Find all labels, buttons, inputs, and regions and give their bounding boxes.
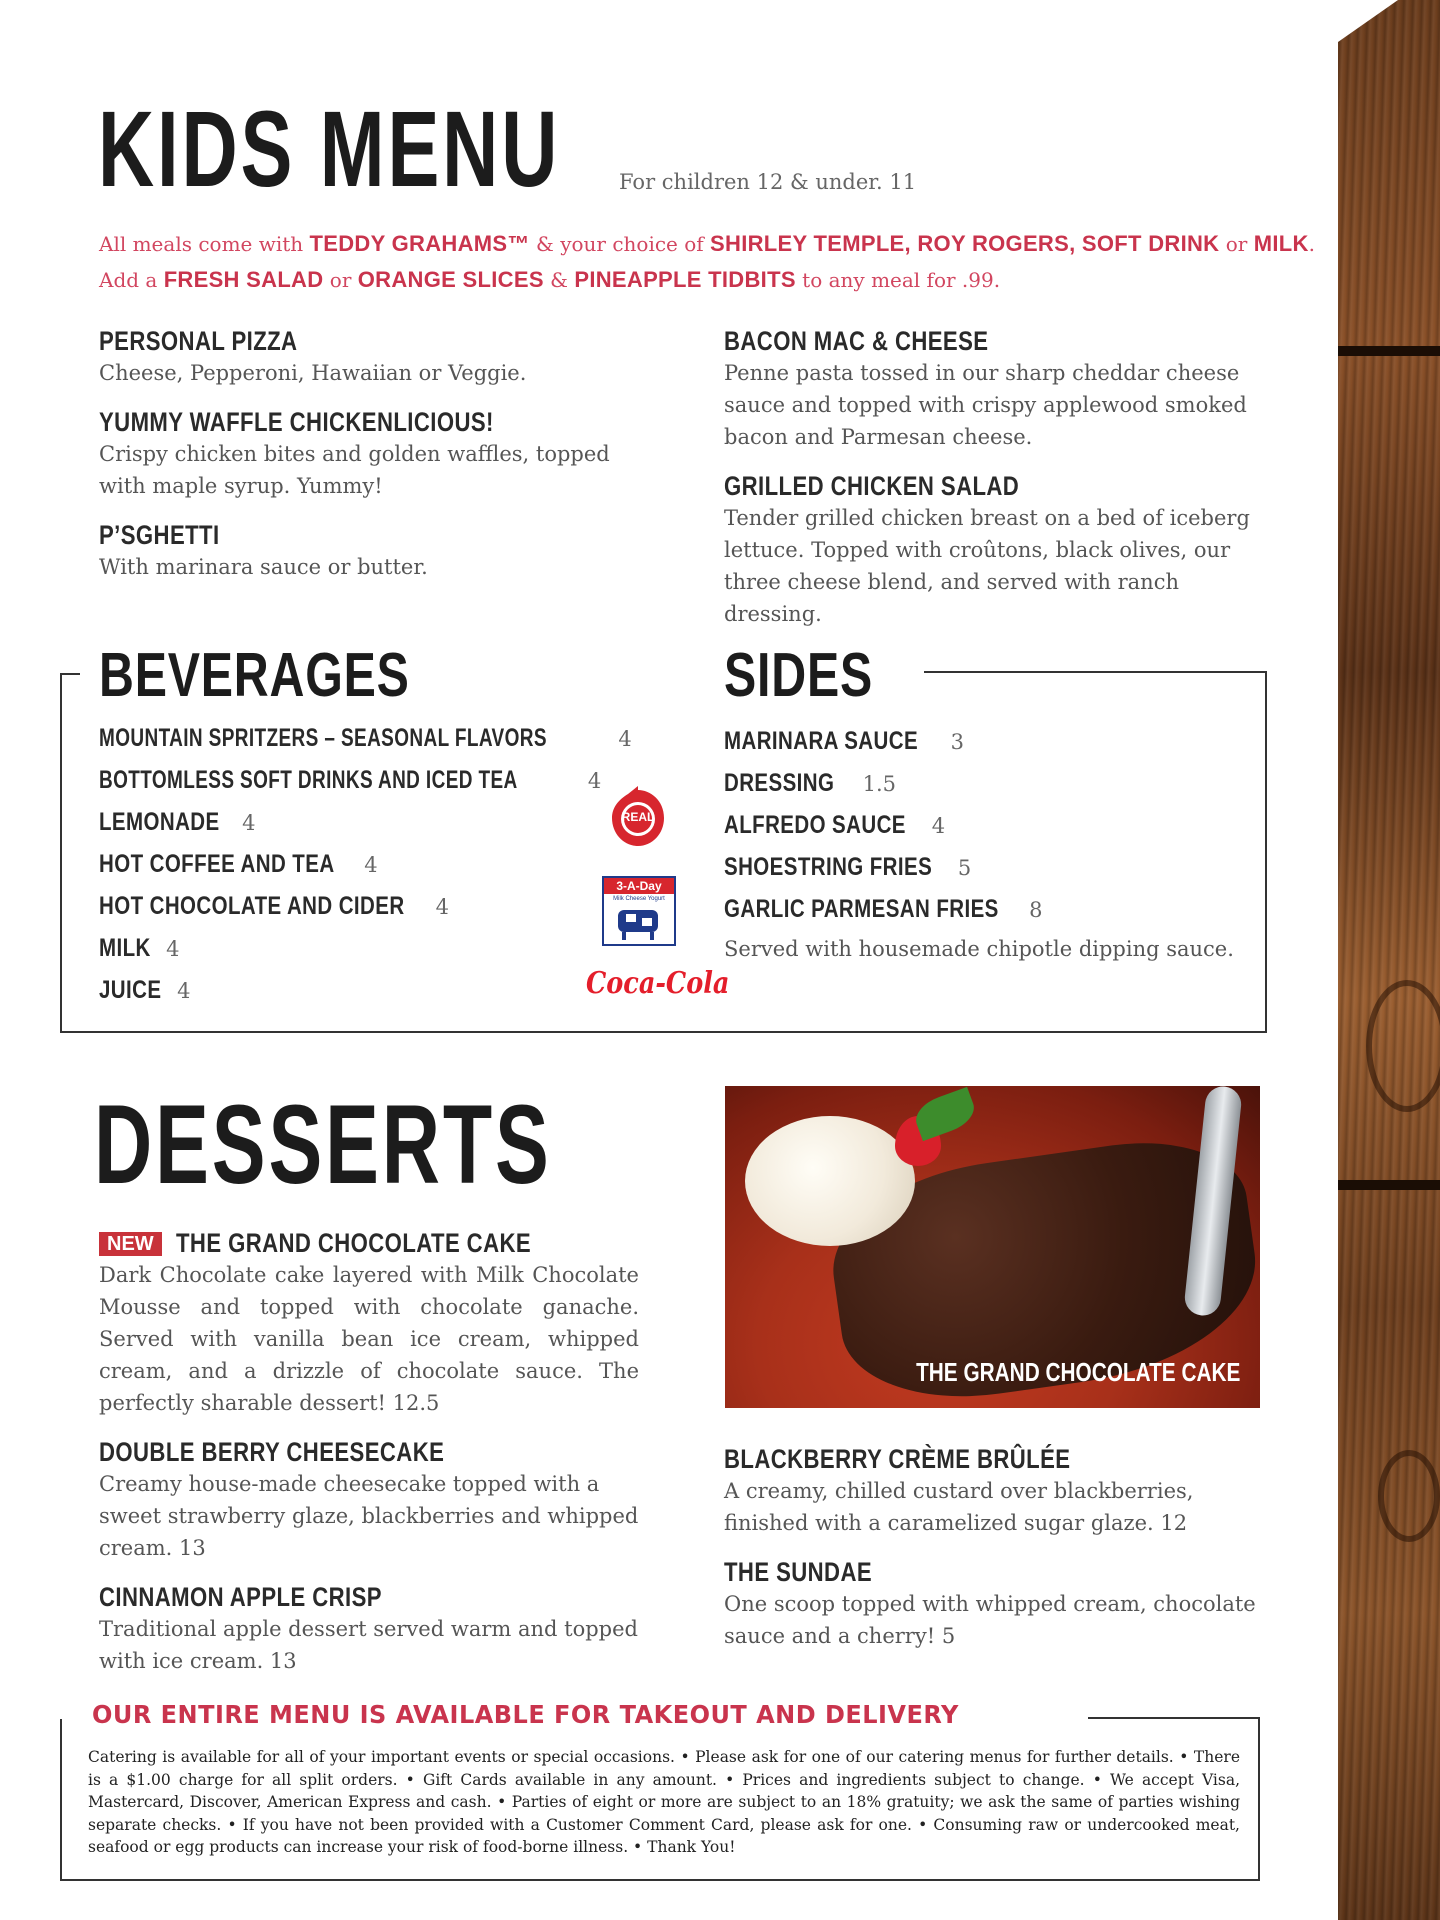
item-description: Tender grilled chicken breast on a bed of iceberg lettuce. Topped with croûtons, black olives, our three cheese blend, and served with ranch dressing.	[724, 506, 1250, 626]
ice-cream-scoop	[745, 1116, 915, 1246]
item-name: MARINARA SAUCE	[724, 727, 919, 755]
real-seal-logo	[606, 786, 670, 850]
desserts-title: DESSERTS	[94, 1082, 552, 1207]
list-item	[724, 853, 1264, 895]
intro-text: All meals come with	[99, 232, 310, 256]
intro-highlight: SHIRLEY TEMPLE, ROY ROGERS, SOFT DRINK	[710, 231, 1220, 256]
list-item	[99, 766, 619, 808]
item-name: GARLIC PARMESAN FRIES	[724, 895, 999, 923]
item-description: One scoop topped with whipped cream, chocolate sauce and a cherry! 5	[724, 1592, 1256, 1648]
menu-item	[724, 326, 1264, 453]
list-item	[99, 934, 619, 976]
item-name: P’SGHETTI	[99, 520, 220, 550]
box-border-right	[1265, 671, 1267, 1033]
cow-icon	[604, 904, 674, 942]
list-item	[724, 895, 1264, 937]
sides-note: Served with housemade chipotle dipping sauce.	[724, 937, 1234, 961]
sides-header	[724, 640, 915, 711]
menu-item	[724, 1444, 1264, 1539]
item-name: GRILLED CHICKEN SALAD	[724, 471, 1020, 501]
item-price: 4	[587, 769, 602, 793]
item-name: DOUBLE BERRY CHEESECAKE	[99, 1437, 445, 1467]
mint-leaf	[911, 1087, 980, 1141]
three-a-day-logo	[602, 876, 676, 946]
intro-text: & your choice of	[529, 232, 711, 256]
box-border-top-right	[924, 671, 1267, 673]
kids-intro	[99, 226, 1339, 298]
three-a-day-text: 3-A-Day	[604, 878, 674, 894]
beverages-header	[99, 640, 497, 711]
wood-side-panel	[1338, 0, 1440, 1920]
item-price: 4	[364, 853, 378, 877]
item-name: LEMONADE	[99, 808, 220, 836]
photo-caption: THE GRAND CHOCOLATE CAKE	[915, 1357, 1240, 1387]
intro-text: to any meal for .99.	[795, 268, 1001, 292]
desserts-left	[99, 1228, 639, 1677]
menu-item	[99, 1582, 639, 1677]
item-name: BLACKBERRY CRÈME BRÛLÉE	[724, 1444, 1071, 1474]
three-a-day-subtext: Milk Cheese Yogurt	[613, 896, 665, 902]
list-item	[724, 811, 1264, 853]
list-item	[99, 892, 619, 934]
grand-chocolate-cake-photo	[725, 1086, 1260, 1408]
item-name: THE GRAND CHOCOLATE CAKE	[175, 1228, 531, 1258]
coca-cola-logo: Coca-Cola	[586, 966, 730, 1001]
item-name: HOT COFFEE AND TEA	[99, 850, 335, 878]
item-name: PERSONAL PIZZA	[99, 326, 298, 356]
footer-text: Catering is available for all of your important events or special occasions. • Please ask for one of our catering menus for further details. • There is a $1.00 charge for all split orders. • Gift Cards available in any amount. • Prices and ingredients subject to change. • We accept Visa, Mastercard, Discover, American Express and cash. • Parties of eight or more are subject to an 18% gratuity; we ask the same of parties wishing separate checks. • If you have not been provided with a Customer Comment Card, please ask for one. • Consuming raw or undercooked meat, seafood or egg products can increase your risk of food-borne illness. • Thank You!	[88, 1748, 1240, 1856]
item-price: 4	[177, 979, 191, 1003]
box-border-left	[60, 673, 62, 1033]
menu-item	[99, 407, 649, 502]
item-price: 8	[1029, 898, 1043, 922]
list-item	[99, 808, 619, 850]
wood-knot	[1366, 980, 1440, 1112]
menu-item	[99, 326, 649, 389]
new-badge: NEW	[99, 1232, 162, 1256]
kids-items-right	[724, 326, 1264, 630]
item-name: YUMMY WAFFLE CHICKENLICIOUS!	[99, 407, 494, 437]
footer-border-bottom	[60, 1879, 1260, 1881]
item-name: ALFREDO SAUCE	[724, 811, 906, 839]
list-item	[99, 976, 619, 1018]
list-item	[724, 769, 1264, 811]
item-name: BOTTOMLESS SOFT DRINKS AND ICED TEA	[99, 766, 518, 794]
intro-text: or	[323, 268, 358, 292]
kids-menu-title: KIDS MENU	[98, 88, 561, 209]
item-description: Traditional apple dessert served warm and topped with ice cream. 13	[99, 1617, 638, 1673]
item-price: 5	[957, 856, 972, 880]
item-name: SHOESTRING FRIES	[724, 853, 933, 881]
box-border-bottom	[60, 1031, 1267, 1033]
item-description: Penne pasta tossed in our sharp cheddar cheese sauce and topped with crispy applewood smoked bacon and Parmesan cheese.	[724, 361, 1247, 449]
list-item	[99, 850, 619, 892]
desserts-header	[94, 1080, 730, 1209]
item-price: 4	[166, 937, 180, 961]
item-price: 4	[931, 814, 946, 838]
item-price: 3	[950, 730, 965, 754]
item-price: 4	[242, 811, 256, 835]
item-description: A creamy, chilled custard over blackberries, finished with a caramelized sugar glaze. 12	[724, 1479, 1194, 1535]
item-name: DRESSING	[724, 769, 835, 797]
wood-plank-seam	[1338, 346, 1440, 356]
item-price: 4	[435, 895, 449, 919]
beverages-list	[99, 724, 632, 1018]
wood-plank-seam	[1338, 1180, 1440, 1190]
item-name: MILK	[99, 934, 151, 962]
menu-item	[99, 1437, 639, 1564]
menu-item	[99, 1228, 639, 1419]
intro-highlight: FRESH SALAD	[163, 267, 324, 292]
beverages-title: BEVERAGES	[99, 641, 410, 710]
footer-headline: OUR ENTIRE MENU IS AVAILABLE FOR TAKEOUT AND DELIVERY	[92, 1700, 959, 1729]
item-name: JUICE	[99, 976, 162, 1004]
footer-border-top	[1088, 1717, 1260, 1719]
item-description: Crispy chicken bites and golden waffles, topped with maple syrup. Yummy!	[99, 442, 610, 498]
footer-border-left	[60, 1719, 62, 1881]
intro-highlight: MILK	[1253, 231, 1309, 256]
list-item	[724, 727, 1264, 769]
menu-item	[724, 1557, 1264, 1652]
sides-title: SIDES	[724, 641, 874, 710]
intro-line-2	[99, 262, 1339, 298]
item-description: Creamy house-made cheesecake topped with a sweet strawberry glaze, blackberries and whipped cream. 13	[99, 1472, 639, 1560]
intro-highlight: PINEAPPLE TIDBITS	[574, 267, 796, 292]
menu-item	[724, 471, 1264, 630]
kids-menu-subtitle: For children 12 & under. 11	[619, 170, 917, 194]
item-name: CINNAMON APPLE CRISP	[99, 1582, 382, 1612]
footer-border-right	[1258, 1717, 1260, 1881]
wood-knot	[1378, 1450, 1440, 1542]
intro-text: Add a	[99, 268, 164, 292]
item-price: 4	[618, 727, 632, 751]
page-corner-fold	[1338, 0, 1398, 42]
item-name: HOT CHOCOLATE AND CIDER	[99, 892, 405, 920]
intro-text: &	[543, 268, 575, 292]
intro-highlight: TEDDY GRAHAMS™	[309, 231, 530, 256]
box-border-top-left	[60, 673, 80, 675]
item-description: Cheese, Pepperoni, Hawaiian or Veggie.	[99, 361, 527, 385]
list-item	[99, 724, 632, 766]
intro-line-1	[99, 226, 1339, 262]
sides-list	[724, 727, 1264, 965]
item-description: Dark Chocolate cake layered with Milk Chocolate Mousse and topped with chocolate ganache. Served with vanilla bean ice cream, whipped cream, and a drizzle of chocolate sauce. The perfectly sharable dessert! 12.5	[99, 1263, 639, 1415]
item-price: 1.5	[862, 772, 896, 796]
menu-item	[99, 520, 649, 583]
intro-text: or	[1219, 232, 1254, 256]
item-description: With marinara sauce or butter.	[99, 555, 428, 579]
intro-highlight: ORANGE SLICES	[357, 267, 544, 292]
item-name: MOUNTAIN SPRITZERS – SEASONAL FLAVORS	[99, 724, 547, 752]
item-name: BACON MAC & CHEESE	[724, 326, 989, 356]
intro-text: .	[1308, 232, 1316, 256]
kids-items-left	[99, 326, 649, 583]
item-name: THE SUNDAE	[724, 1557, 873, 1587]
real-seal-text: REAL	[621, 810, 655, 824]
desserts-right	[724, 1444, 1264, 1652]
